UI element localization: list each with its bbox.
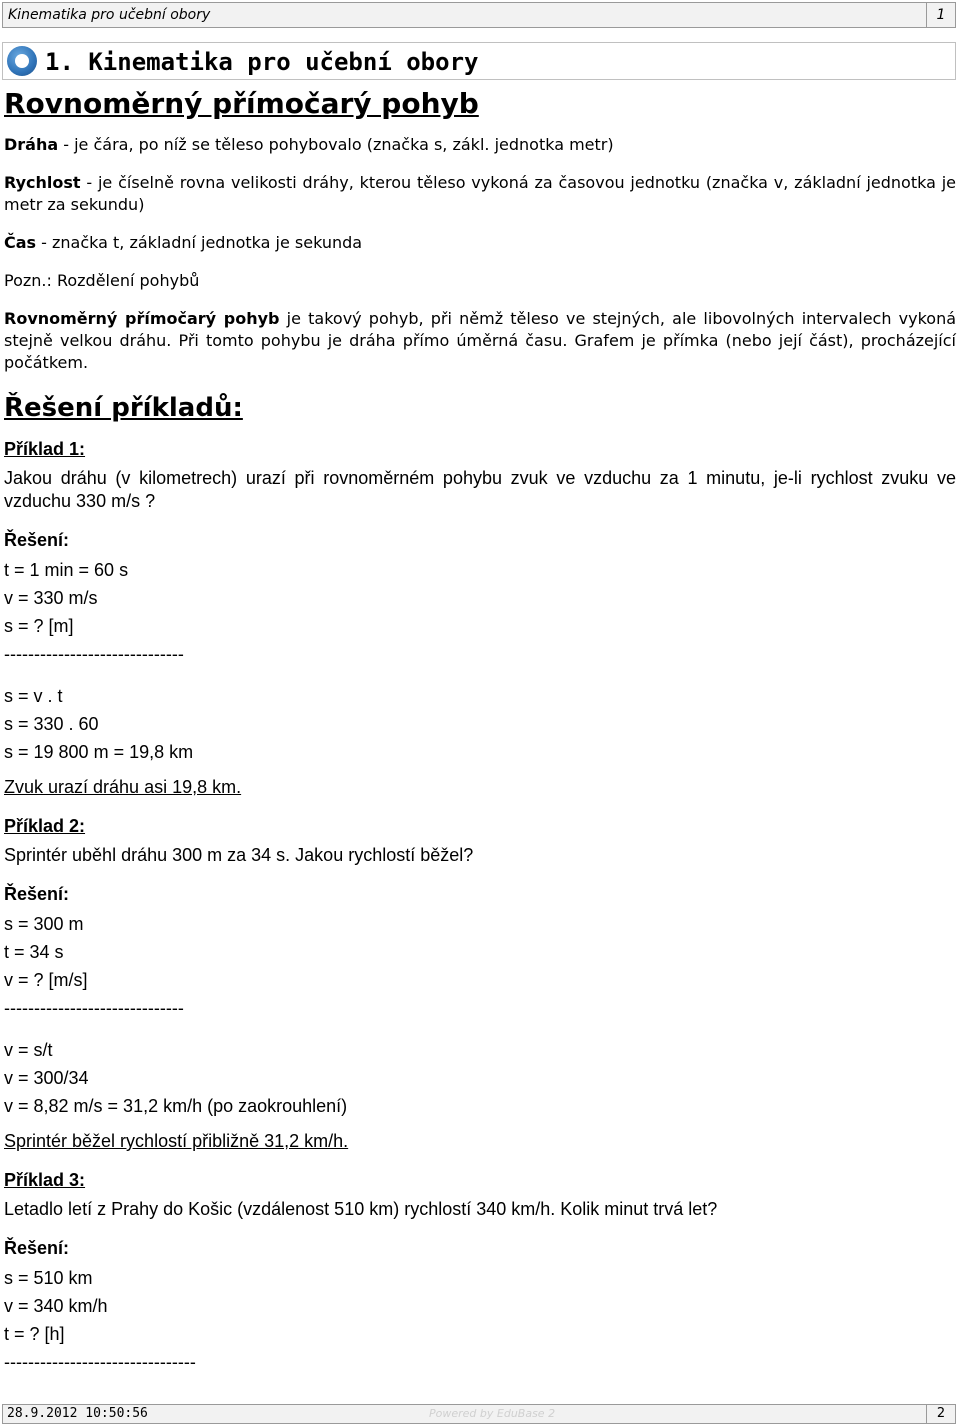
chapter-banner (2, 42, 956, 80)
step-line: v = 300/34 (4, 1068, 89, 1088)
solutions-heading: Řešení příkladů: (4, 393, 243, 423)
footer-powered-by: Powered by EduBase 2 (429, 1407, 556, 1420)
given-line: v = 340 km/h (4, 1296, 108, 1316)
solution-label: Řešení: (4, 1238, 70, 1258)
given-line: t = 34 s (4, 942, 64, 962)
given-line: v = 330 m/s (4, 588, 98, 608)
example-question: Sprintér uběhl dráhu 300 m za 34 s. Jakou rychlostí běžel? (4, 845, 474, 865)
definition-rychlost (4, 172, 956, 216)
chapter-title: 1. Kinematika pro učební obory (45, 48, 479, 76)
example-answer: Sprintér běžel rychlostí přibližně 31,2 km/h. (4, 1131, 349, 1151)
example-label: Příklad 3: (4, 1170, 86, 1190)
given-line: v = ? [m/s] (4, 970, 88, 990)
definition-cas (4, 232, 956, 254)
given-line: t = 1 min = 60 s (4, 560, 129, 580)
footer-timestamp: 28.9.2012 10:50:56 (7, 1406, 148, 1421)
definition-rpp (4, 308, 956, 374)
page-header (2, 2, 956, 28)
page-heading: Rovnoměrný přímočarý pohyb (4, 87, 479, 120)
header-title: Kinematika pro učební obory (8, 7, 211, 23)
definition-text: - je číselně rovna velikosti dráhy, kterou těleso vykoná za časovou jednotku (značka v, základní jednotka je metr za sekundu) (4, 173, 956, 214)
note: Pozn.: Rozdělení pohybů (4, 271, 200, 290)
footer-page-number: 2 (926, 1405, 955, 1423)
definition-text: - je čára, po níž se těleso pohybovalo (značka s, zákl. jednotka metr) (58, 135, 614, 154)
example-2 (4, 815, 956, 1153)
header-page-number: 1 (926, 3, 955, 27)
main-content (4, 84, 956, 1376)
definition-draha (4, 134, 956, 156)
example-label: Příklad 2: (4, 816, 86, 836)
example-label: Příklad 1: (4, 439, 86, 459)
definition-text: je takový pohyb, při němž těleso ve stejných, ale libovolných intervalech vykoná stejně velkou dráhu. Při tomto pohybu je dráha přímo úměrná času. Grafem je přímka (nebo její část), procházející počátkem. (4, 309, 957, 372)
example-question: Jakou dráhu (v kilometrech) urazí při rovnoměrném pohybu zvuk ve vzduchu za 1 minutu, je-li rychlost zvuku ve vzduchu 330 m/s ? (4, 468, 956, 511)
step-line: s = v . t (4, 686, 63, 706)
example-1 (4, 438, 956, 799)
divider: ------------------------------ (4, 998, 184, 1018)
given-line: t = ? [h] (4, 1324, 65, 1344)
step-line: s = 330 . 60 (4, 714, 99, 734)
solution-label: Řešení: (4, 530, 70, 550)
given-line: s = 300 m (4, 914, 84, 934)
given-line: s = 510 km (4, 1268, 93, 1288)
divider: ------------------------------ (4, 644, 184, 664)
step-line: v = 8,82 m/s = 31,2 km/h (po zaokrouhlení) (4, 1096, 348, 1116)
divider: -------------------------------- (4, 1352, 196, 1372)
step-line: s = 19 800 m = 19,8 km (4, 742, 194, 762)
definition-term: Rovnoměrný přímočarý pohyb (4, 309, 280, 328)
example-3 (4, 1169, 956, 1376)
edubase-logo-icon (7, 46, 37, 76)
solution-label: Řešení: (4, 884, 70, 904)
example-answer: Zvuk urazí dráhu asi 19,8 km. (4, 777, 242, 797)
example-question: Letadlo letí z Prahy do Košic (vzdálenost 510 km) rychlostí 340 km/h. Kolik minut trvá let? (4, 1199, 718, 1219)
given-line: s = ? [m] (4, 616, 74, 636)
definition-term: Rychlost (4, 173, 81, 192)
page-footer (2, 1404, 956, 1424)
definition-text: - značka t, základní jednotka je sekunda (36, 233, 363, 252)
step-line: v = s/t (4, 1040, 53, 1060)
definition-term: Dráha (4, 135, 59, 154)
definition-term: Čas (4, 233, 37, 252)
